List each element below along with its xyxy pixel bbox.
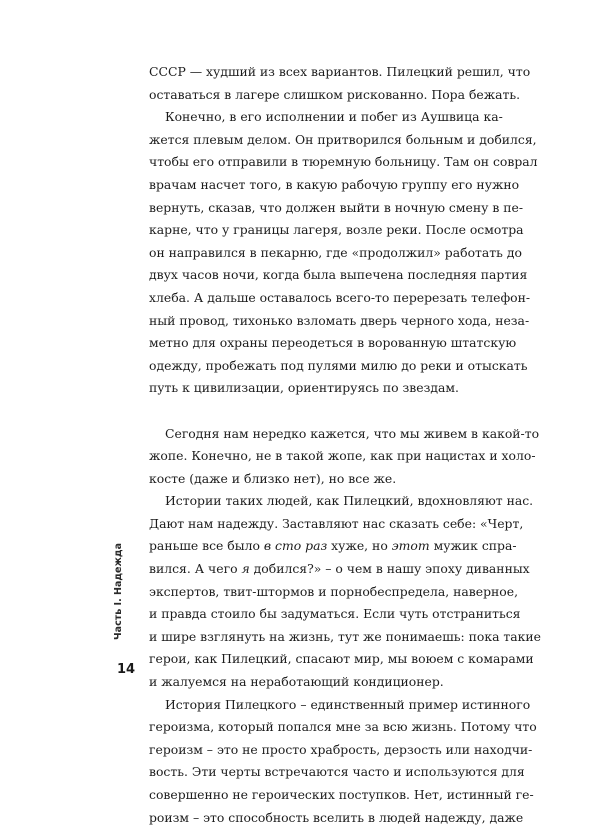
text-line: герои, как Пилецкий, спасают мир, мы воюем с комарами bbox=[149, 651, 534, 667]
text-line: он направился в пекарню, где «продолжил» работать до bbox=[149, 244, 522, 260]
text-line: карне, что у границы лагеря, возле реки. После осмотра bbox=[149, 222, 524, 238]
text-line: История Пилецкого – единственный пример истинного bbox=[165, 696, 531, 712]
text-line: Истории таких людей, как Пилецкий, вдохновляют нас. bbox=[165, 493, 534, 509]
text-line: двух часов ночи, когда была выпечена последняя партия bbox=[149, 267, 528, 283]
text-line: и жалуемся на неработающий кондиционер. bbox=[149, 674, 444, 690]
text-run: мужик спра- bbox=[429, 538, 517, 554]
text-line: и шире взглянуть на жизнь, тут же понимаешь: пока такие bbox=[149, 628, 542, 644]
text-line: совершенно не героических поступков. Нет, истинный ге- bbox=[149, 787, 534, 802]
italic-emphasis: этот bbox=[391, 538, 430, 554]
text-line: косте (даже и близко нет), но все же. bbox=[149, 470, 397, 486]
text-line: Сегодня нам нередко кажется, что мы живем в какой-то bbox=[165, 425, 540, 441]
text-line: экспертов, твит-штормов и порнобеспредела, наверное, bbox=[149, 583, 519, 599]
text-line: врачам насчет того, в какую рабочую группу его нужно bbox=[149, 176, 520, 192]
text-line: одежду, пробежать под пулями милю до реки и отыскать bbox=[149, 357, 528, 373]
italic-emphasis: я bbox=[241, 561, 250, 577]
text-line: хлеба. А дальше оставалось всего-то перерезать телефон- bbox=[149, 289, 531, 305]
running-head: Часть I. Надежда bbox=[113, 542, 124, 640]
text-line: и правда стоило бы задуматься. Если чуть отстраниться bbox=[149, 606, 521, 622]
text-line: жется плевым делом. Он притворился больным и добился, bbox=[149, 131, 537, 147]
text-run: раньше все было bbox=[149, 538, 264, 554]
text-run: добился?» – о чем в нашу эпоху диванных bbox=[249, 561, 530, 577]
text-line: героизма, который попался мне за всю жизнь. Потому что bbox=[149, 719, 537, 735]
text-line: чтобы его отправили в тюремную больницу. Там он соврал bbox=[149, 154, 538, 170]
text-line: путь к цивилизации, ориентируясь по звездам. bbox=[149, 380, 459, 396]
text-line: жопе. Конечно, не в такой жопе, как при нацистах и холо- bbox=[149, 448, 536, 464]
text-line: ный провод, тихонько взломать дверь черного хода, неза- bbox=[149, 312, 530, 328]
text-line: СССР — худший из всех вариантов. Пилецкий решил, что bbox=[149, 64, 531, 79]
text-run: хуже, но bbox=[327, 538, 392, 554]
page-number: 14 bbox=[117, 662, 136, 677]
text-line bbox=[149, 535, 517, 558]
text-line: роизм – это способность вселить в людей надежду, даже bbox=[149, 809, 524, 825]
text-run: вился. А чего bbox=[149, 561, 242, 577]
text-line: вость. Эти черты встречаются часто и используются для bbox=[149, 764, 525, 780]
text-line: Конечно, в его исполнении и побег из Аушвица ка- bbox=[165, 109, 503, 125]
italic-emphasis: в сто раз bbox=[263, 538, 328, 554]
text-line bbox=[149, 558, 530, 581]
text-line: героизм – это не просто храбрость, дерзость или находчи- bbox=[149, 741, 533, 757]
text-line: метно для охраны переодеться в ворованную штатскую bbox=[149, 335, 517, 351]
text-line: оставаться в лагере слишком рискованно. Пора бежать. bbox=[149, 86, 521, 102]
body-text bbox=[149, 61, 542, 829]
text-line: вернуть, сказав, что должен выйти в ночную смену в пе- bbox=[149, 199, 524, 215]
text-line: Дают нам надежду. Заставляют нас сказать себе: «Черт, bbox=[149, 515, 524, 531]
